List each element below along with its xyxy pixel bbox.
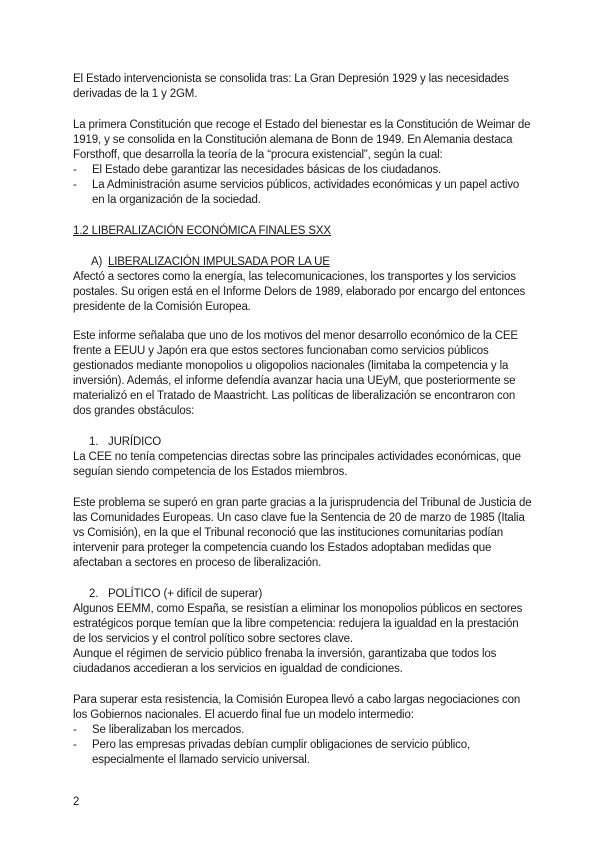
obstacle-marker: 2. (89, 588, 99, 600)
paragraph-jurisprudencia: Este problema se superó en gran parte gracias a la jurisprudencia del Tribunal de Justicia de las Comunidades Europeas. Un caso clave fue la Sentencia de 20 de marzo de 1985 (Italia vs Comisión), en la que el Tribunal reconoció que las instituciones comunitarias podían intervenir para proteger la competencia cuando los Estados adoptaban medidas que afectaban a sectores en proceso de liberalización. (73, 497, 532, 569)
list-item: - Pero las empresas privadas debían cumplir obligaciones de servicio público, especialmente el llamado servicio universal. (73, 738, 533, 768)
obstacle-title: POLÍTICO (+ difícil de superar) (108, 588, 263, 600)
subsection-marker: A) (91, 256, 103, 268)
section-heading: 1.2 LIBERALIZACIÓN ECONÓMICA FINALES SXX (73, 225, 331, 237)
modelo-intermedio-list (73, 723, 533, 768)
paragraph-intervencionismo: El Estado intervencionista se consolida tras: La Gran Depresión 1929 y las necesidades derivadas de la 1 y 2GM. (73, 73, 509, 100)
paragraph-weimar: La primera Constitución que recoge el Estado del bienestar es la Constitución de Weimar de 1919, y se consolida en la Constitución alemana de Bonn de 1949. En Alemania destaca Forsthoff, que desarrolla la teoría de la “procura existencial”, según la cual: (73, 119, 531, 161)
paragraph-eemm: Algunos EEMM, como España, se resistían a eliminar los monopolios públicos en sectores estratégicos porque temían que la libre competencia: redujera la igualdad en la prestación de los servicios y el control político sobre sectores clave. (73, 603, 523, 645)
subsection-heading (73, 255, 533, 270)
paragraph-negociaciones: Para superar esta resistencia, la Comisión Europea llevó a cabo largas negociaciones con los Gobiernos nacionales. El acuerdo final fue un modelo intermedio: (73, 694, 521, 721)
paragraph-servicio-publico: Aunque el régimen de servicio público frenaba la inversión, garantizaba que todos los ciudadanos accedieran a los servicios en igualdad de condiciones. (73, 648, 497, 675)
obstacle-heading-juridico (73, 435, 533, 450)
page-content (73, 72, 533, 768)
procura-existencial-list (73, 163, 533, 208)
paragraph-informe-delors: Este informe señalaba que uno de los motivos del menor desarrollo económico de la CEE frente a EEUU y Japón era que estos sectores funcionaban como servicios públicos gestionados mediante monopolios u oligopolios nacionales (limitaba la competencia y la inversión). Además, el informe defendía avanzar hacia una UEyM, que posteriormente se materializó en el Tratado de Maastricht. Las políticas de liberalización se encontraron con dos grandes obstáculos: (73, 330, 518, 417)
list-item: - El Estado debe garantizar las necesidades básicas de los ciudadanos. (73, 163, 533, 178)
subsection-title: LIBERALIZACIÓN IMPULSADA POR LA UE (108, 256, 330, 268)
paragraph-competencias: La CEE no tenía competencias directas sobre las principales actividades económicas, que seguían siendo competencia de los Estados miembros. (73, 451, 521, 478)
list-item: - La Administración asume servicios públicos, actividades económicas y un papel activo en la organización de la sociedad. (73, 178, 533, 208)
obstacle-title: JURÍDICO (108, 436, 162, 448)
list-item: - Se liberalizaban los mercados. (73, 723, 533, 738)
paragraph-sectores: Afectó a sectores como la energía, las telecomunicaciones, los transportes y los servicios postales. Su origen está en el Informe Delors de 1989, elaborado por encargo del entonces presidente de la Comisión Europea. (73, 271, 526, 313)
obstacle-marker: 1. (89, 436, 99, 448)
obstacle-heading-politico (73, 587, 533, 602)
page-number: 2 (73, 796, 80, 808)
